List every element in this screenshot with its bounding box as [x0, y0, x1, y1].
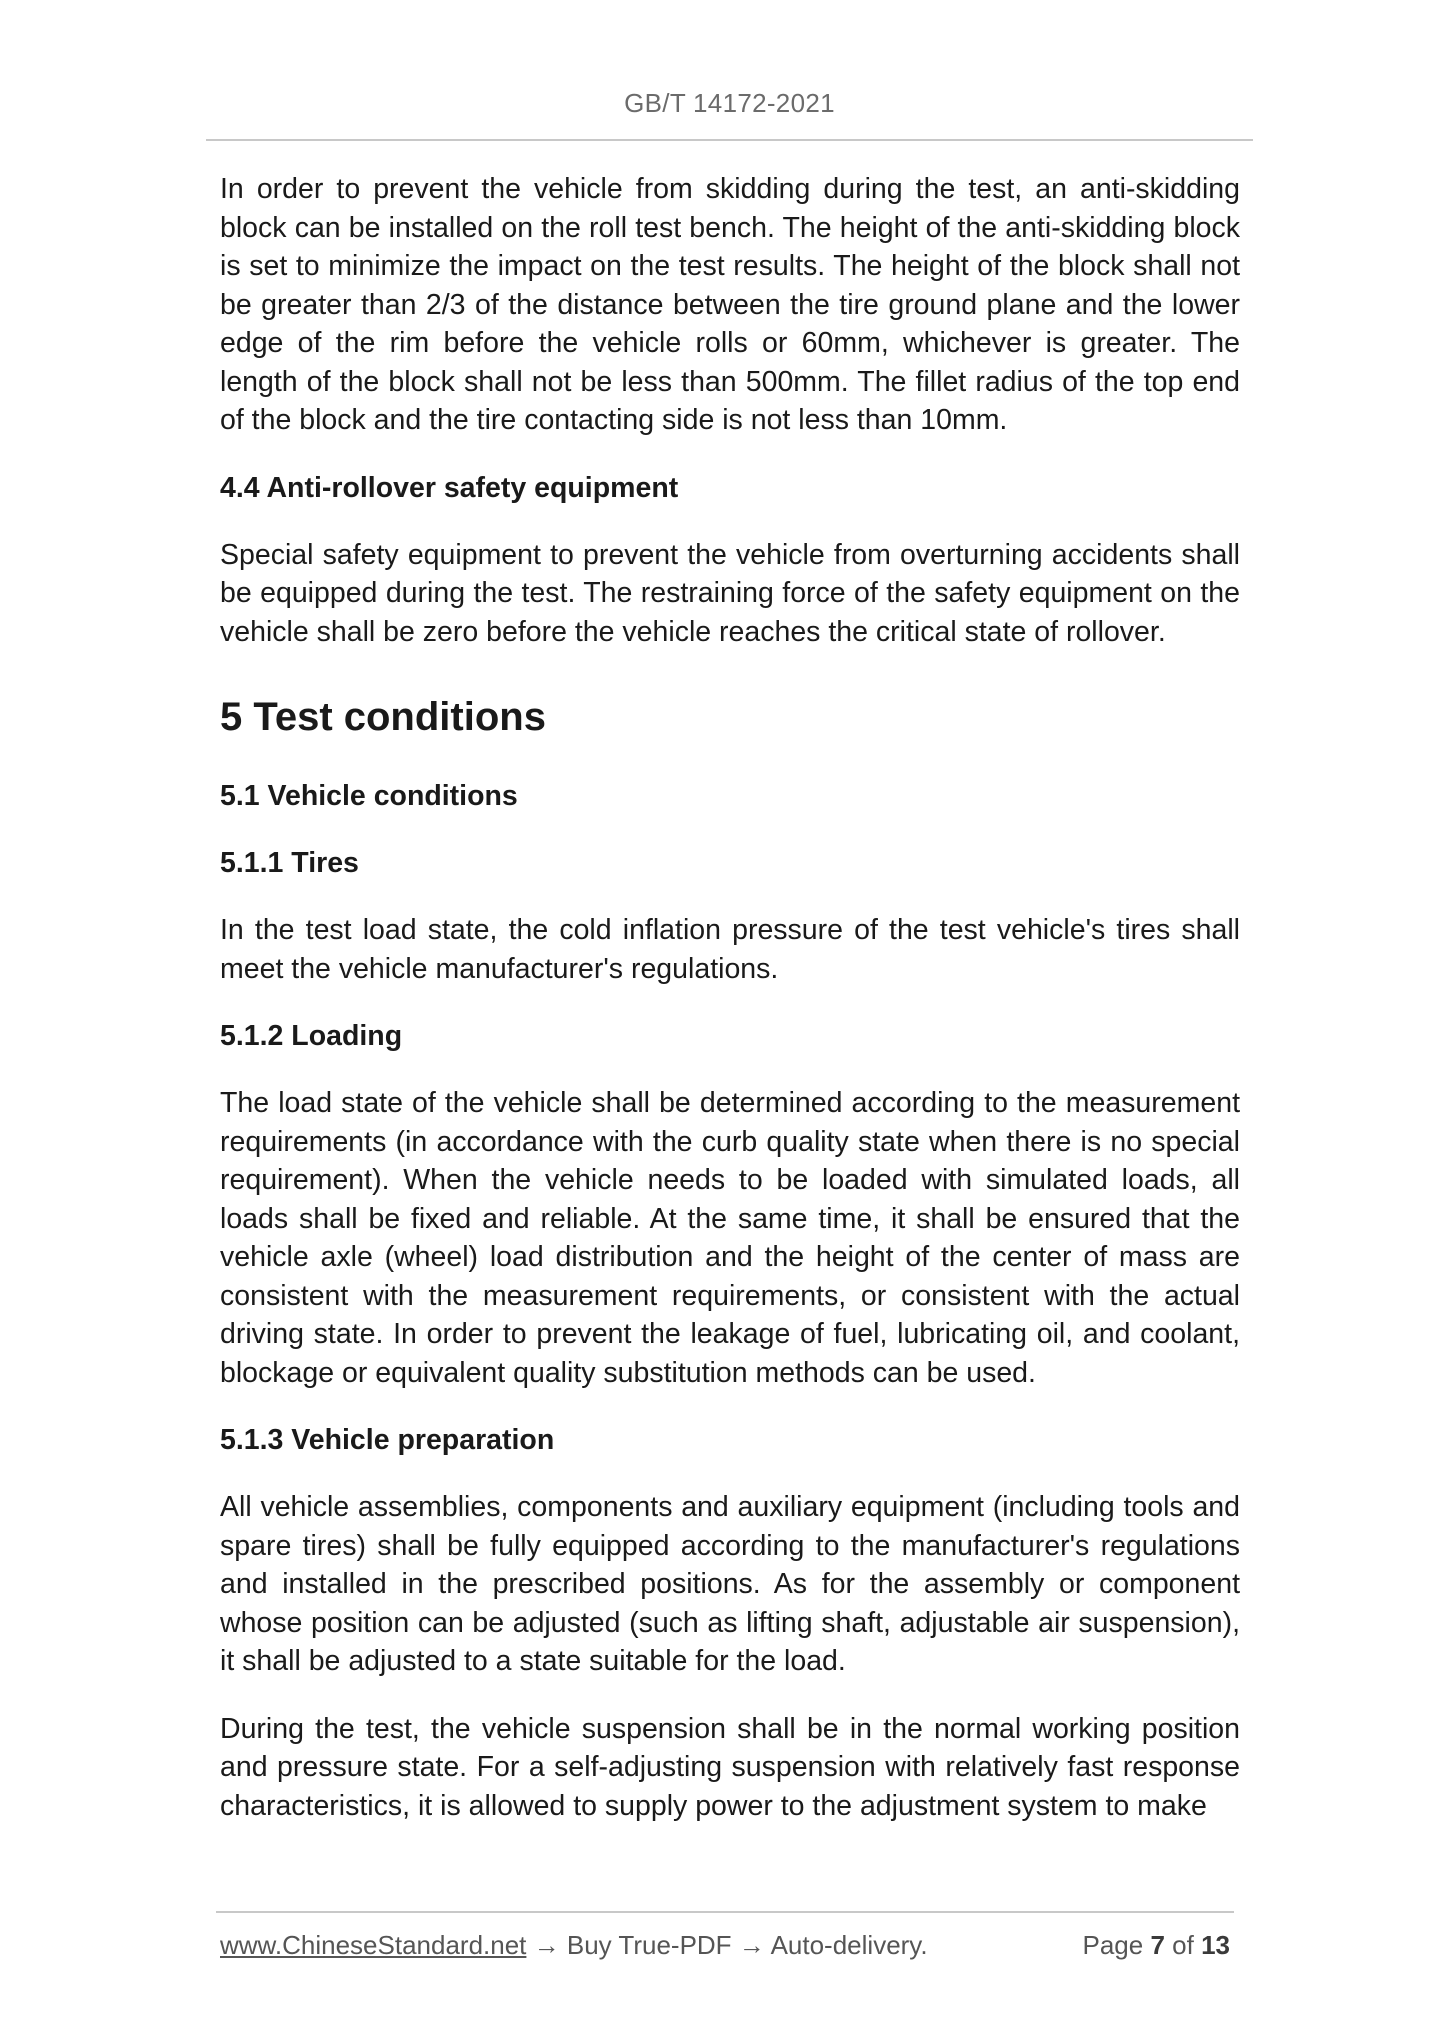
page-label: Page — [1082, 1930, 1144, 1960]
footer-tagline: → Buy True-PDF → Auto-delivery. — [526, 1930, 928, 1960]
section-5-1-3-paragraph-b: During the test, the vehicle suspension shall be in the normal working position and pressure state. For a self-adjusting suspension with relatively fast response characteristics, it is allowed to supply power to the adjustment system to make — [220, 1712, 1240, 1822]
section-5-1-heading: 5.1 Vehicle conditions — [220, 780, 518, 812]
header-divider — [206, 139, 1253, 141]
footer-divider — [216, 1911, 1234, 1913]
page-total: 13 — [1201, 1930, 1230, 1960]
footer-promo — [220, 1930, 928, 1961]
anti-skid-block-paragraph: In order to prevent the vehicle from skidding during the test, an anti-skidding block can be installed on the roll test bench. The height of the anti-skidding block is set to minimize the impact on the test results. The height of the block shall not be greater than 2/3 of the distance between the tire ground plane and the lower edge of the rim before the vehicle rolls or 60mm, whichever is greater. The length of the block shall not be less than 500mm. The fillet radius of the top end of the block and the tire contacting side is not less than 10mm. — [220, 173, 1240, 436]
page-indicator — [1082, 1930, 1230, 1961]
section-4-4-paragraph: Special safety equipment to prevent the vehicle from overturning accidents shall be equipped during the test. The restraining force of the safety equipment on the vehicle shall be zero before the vehicle reaches the critical state of rollover. — [220, 538, 1240, 648]
document-body — [220, 170, 1240, 1854]
document-code-header: GB/T 14172-2021 — [624, 88, 835, 118]
section-5-1-2-paragraph: The load state of the vehicle shall be determined according to the measurement requirements (in accordance with the curb quality state when there is no special requirement). When the vehicle needs to be loaded with simulated loads, all loads shall be fixed and reliable. At the same time, it shall be ensured that the vehicle axle (wheel) load distribution and the height of the center of mass are consistent with the measurement requirements, or consistent with the actual driving state. In order to prevent the leakage of fuel, lubricating oil, and coolant, blockage or equivalent quality substitution methods can be used. — [220, 1087, 1240, 1389]
section-5-1-1-paragraph: In the test load state, the cold inflation pressure of the test vehicle's tires shall meet the vehicle manufacturer's regulations. — [220, 914, 1240, 985]
section-5-heading: 5 Test conditions — [220, 695, 546, 739]
of-label: of — [1172, 1930, 1194, 1960]
section-4-4-heading: 4.4 Anti-rollover safety equipment — [220, 471, 679, 504]
section-5-1-2-heading: 5.1.2 Loading — [220, 1020, 403, 1052]
page-number: 7 — [1150, 1930, 1165, 1960]
section-5-1-3-paragraph-a: All vehicle assemblies, components and auxiliary equipment (including tools and spare tires) shall be fully equipped according to the manufacturer's regulations and installed in the prescribed positions. As for the assembly or component whose position can be adjusted (such as lifting shaft, adjustable air suspension), it shall be adjusted to a state suitable for the load. — [220, 1491, 1240, 1677]
website-link[interactable]: www.ChineseStandard.net — [220, 1930, 527, 1960]
section-5-1-1-heading: 5.1.1 Tires — [220, 847, 359, 879]
section-5-1-3-heading: 5.1.3 Vehicle preparation — [220, 1424, 555, 1456]
